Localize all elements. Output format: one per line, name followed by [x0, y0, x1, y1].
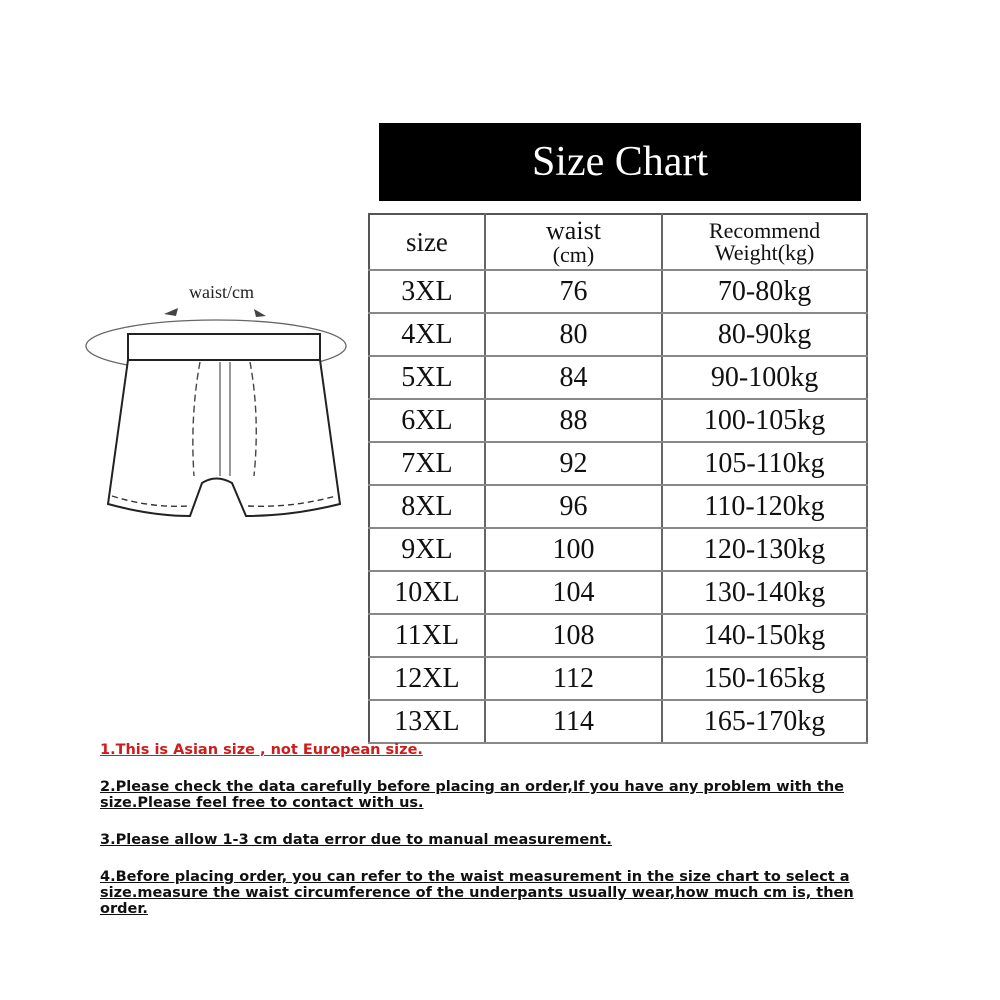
note-how-to-measure: 4.Before placing order, you can refer to the waist measurement in the size chart to select a size.measure the waist circumference of the underpants usually wear,how much cm is, then order. — [100, 869, 854, 917]
cell-weight: 130-140kg — [662, 571, 867, 614]
cell-size: 6XL — [369, 399, 485, 442]
briefs-body-shape — [108, 360, 340, 516]
table-row — [369, 485, 867, 528]
cell-waist: 108 — [485, 614, 662, 657]
cell-size: 7XL — [369, 442, 485, 485]
table-header-row — [369, 214, 867, 270]
cell-size: 13XL — [369, 700, 485, 743]
table-row — [369, 571, 867, 614]
note-measurement-error: 3.Please allow 1-3 cm data error due to manual measurement. — [100, 832, 612, 848]
waist-measure-label: waist/cm — [189, 282, 254, 302]
cell-waist: 76 — [485, 270, 662, 313]
waist-arrow-icon — [254, 309, 266, 317]
page-title: Size Chart — [531, 139, 709, 185]
table-row — [369, 442, 867, 485]
cell-weight: 120-130kg — [662, 528, 867, 571]
cell-waist: 96 — [485, 485, 662, 528]
table-row — [369, 657, 867, 700]
cell-weight: 165-170kg — [662, 700, 867, 743]
boxer-briefs-diagram — [82, 276, 357, 536]
table-row — [369, 270, 867, 313]
cell-waist: 92 — [485, 442, 662, 485]
cell-size: 11XL — [369, 614, 485, 657]
cell-weight: 150-165kg — [662, 657, 867, 700]
table-row — [369, 528, 867, 571]
cell-size: 8XL — [369, 485, 485, 528]
notes-section — [100, 742, 900, 938]
cell-weight: 140-150kg — [662, 614, 867, 657]
table-row — [369, 399, 867, 442]
cell-weight: 70-80kg — [662, 270, 867, 313]
header-size: size — [369, 214, 485, 270]
waistband-shape — [128, 334, 320, 360]
cell-weight: 100-105kg — [662, 399, 867, 442]
cell-waist: 112 — [485, 657, 662, 700]
cell-waist: 88 — [485, 399, 662, 442]
cell-size: 3XL — [369, 270, 485, 313]
table-row — [369, 313, 867, 356]
cell-size: 5XL — [369, 356, 485, 399]
cell-weight: 105-110kg — [662, 442, 867, 485]
cell-waist: 80 — [485, 313, 662, 356]
cell-size: 10XL — [369, 571, 485, 614]
size-table — [368, 213, 868, 744]
size-chart-banner — [379, 123, 861, 201]
cell-waist: 104 — [485, 571, 662, 614]
cell-weight: 90-100kg — [662, 356, 867, 399]
cell-waist: 100 — [485, 528, 662, 571]
header-weight: Recommend Weight(kg) — [662, 214, 867, 270]
cell-size: 4XL — [369, 313, 485, 356]
note-check-data: 2.Please check the data carefully before placing an order,If you have any problem with the size.Please feel free to contact with us. — [100, 779, 845, 811]
cell-waist: 114 — [485, 700, 662, 743]
header-waist: waist (cm) — [485, 214, 662, 270]
table-row — [369, 700, 867, 743]
cell-weight: 80-90kg — [662, 313, 867, 356]
table-row — [369, 614, 867, 657]
cell-size: 9XL — [369, 528, 485, 571]
note-asian-size: 1.This is Asian size , not European size. — [100, 742, 423, 758]
waist-arrow-icon — [164, 308, 178, 316]
cell-weight: 110-120kg — [662, 485, 867, 528]
cell-size: 12XL — [369, 657, 485, 700]
cell-waist: 84 — [485, 356, 662, 399]
table-row — [369, 356, 867, 399]
